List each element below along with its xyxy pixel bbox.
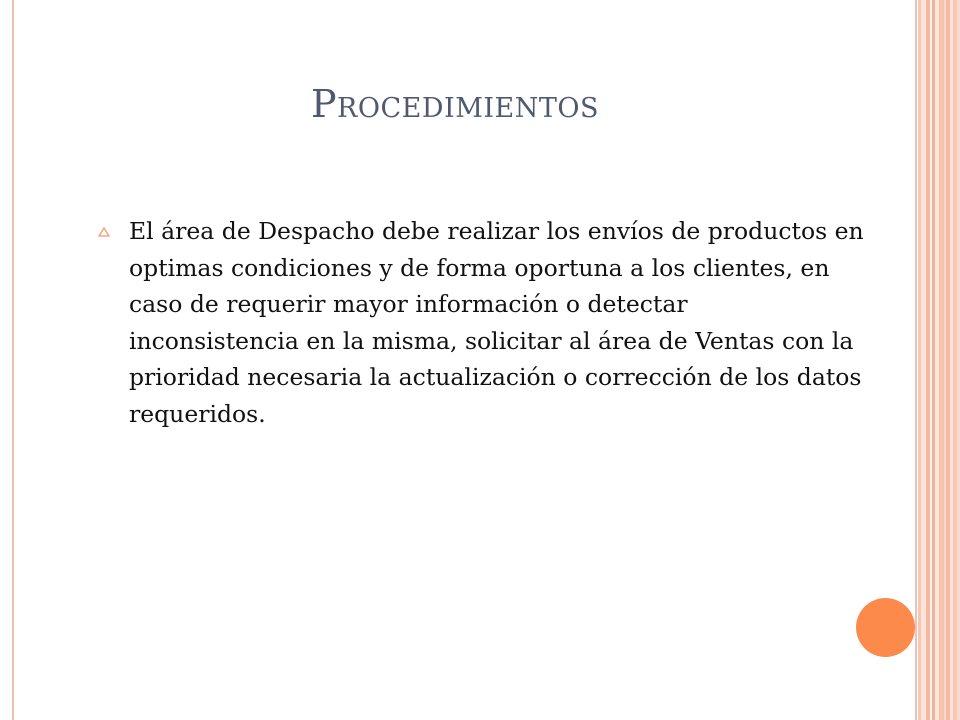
bullet-text: El área de Despacho debe realizar los envíos de productos en optimas condiciones y de forma oportuna a los clientes, en caso de requerir mayor información o detectar inconsistencia en la misma, solicitar al área de Ventas con la prioridad necesaria la actualización o corrección de los datos requeridos. (129, 217, 864, 428)
slide-title: Procedimientos (310, 82, 599, 126)
open-bullet-icon (97, 226, 111, 239)
decorative-stripes (918, 0, 960, 720)
accent-circle (856, 598, 915, 657)
